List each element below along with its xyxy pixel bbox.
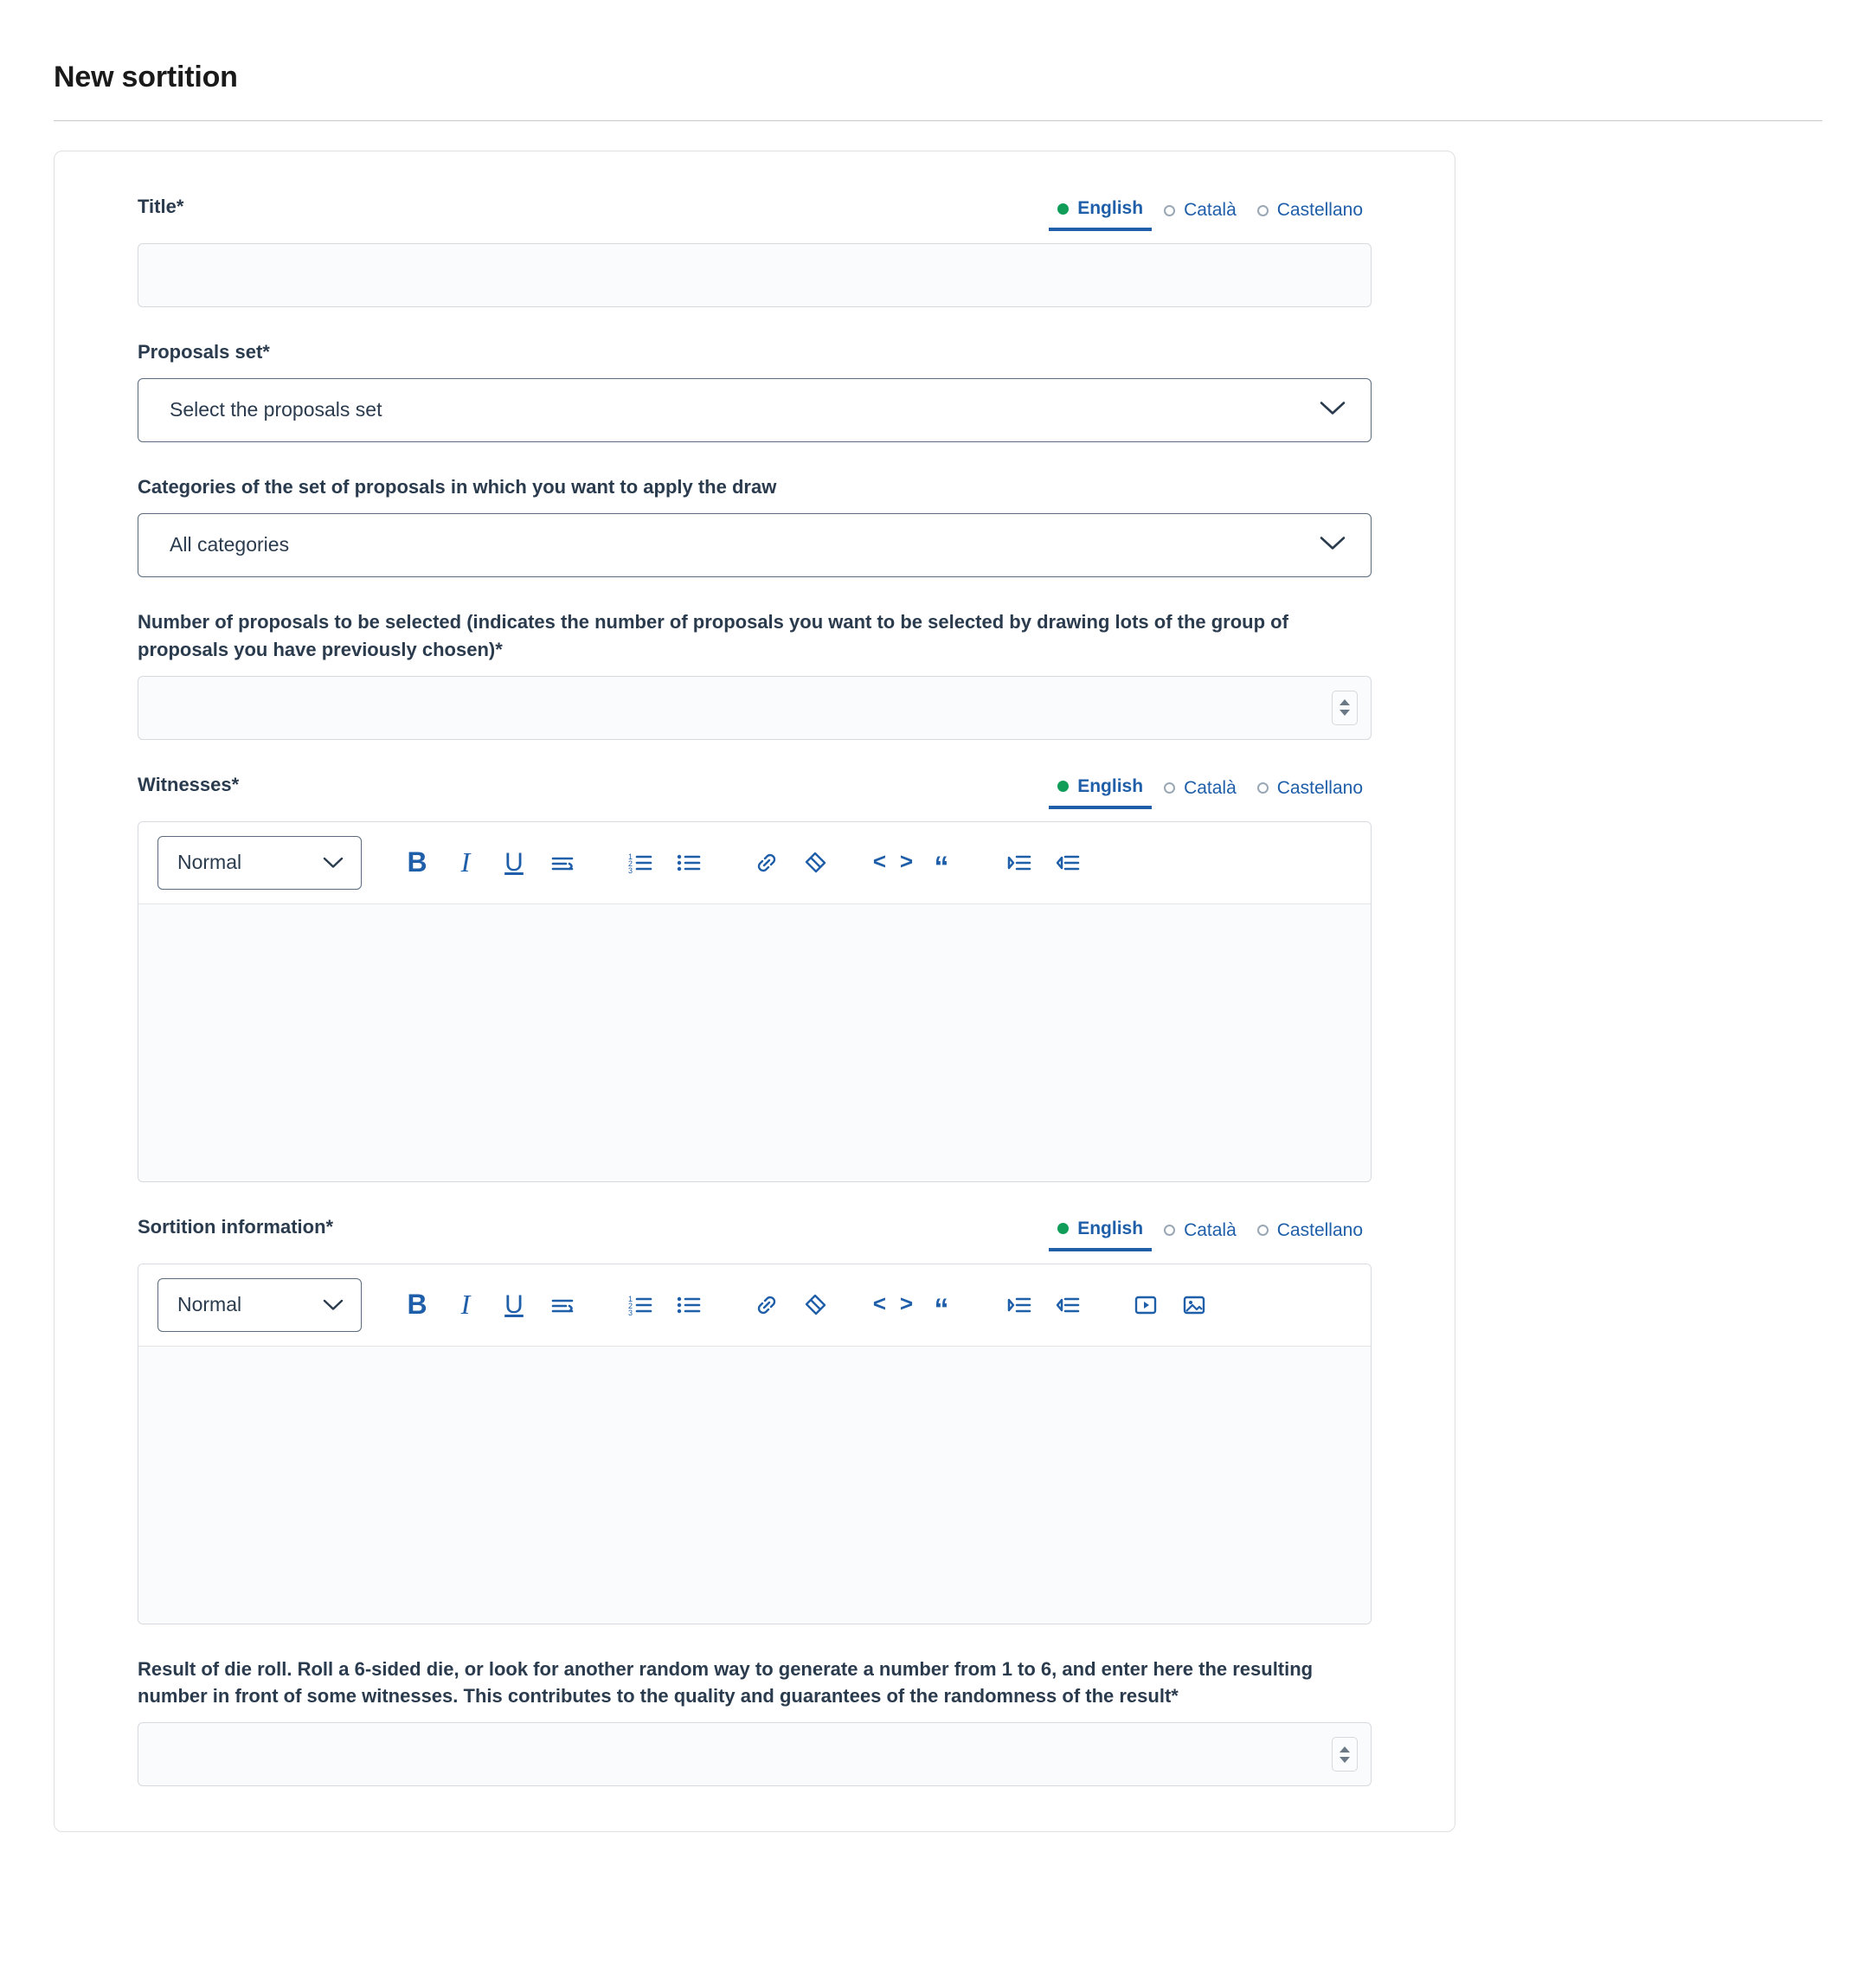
image-icon[interactable] [1170, 1281, 1218, 1329]
sortition-information-format-select[interactable] [157, 1278, 362, 1332]
stepper-up-icon[interactable] [1340, 699, 1350, 705]
underline-icon[interactable]: U [504, 847, 524, 877]
radio-dot-icon [1057, 203, 1069, 215]
witnesses-link-group [742, 839, 839, 887]
code-icon[interactable]: < > [872, 849, 914, 876]
proposals-set-selected-value: Select the proposals set [170, 398, 382, 421]
lang-tab-label: Castellano [1276, 200, 1363, 220]
sortition-information-editor-toolbar [138, 1264, 1371, 1347]
chevron-down-icon [323, 1293, 344, 1316]
proposals-set-label: Proposals set* [138, 341, 270, 363]
categories-selected-value: All categories [170, 533, 290, 556]
sortition-information-code-group [869, 1281, 966, 1329]
italic-icon[interactable]: I [460, 1289, 471, 1321]
lang-tab-catala-witnesses[interactable] [1155, 775, 1245, 807]
svg-text:2: 2 [628, 859, 633, 868]
sortition-form-card [54, 151, 1455, 1832]
sortition-information-language-tabs [1049, 1213, 1372, 1251]
lang-tab-castellano-sortition-information[interactable] [1249, 1217, 1372, 1250]
field-categories [138, 473, 1372, 577]
unordered-list-icon[interactable] [665, 1281, 713, 1329]
witnesses-basic-format-group [393, 839, 587, 887]
svg-text:1: 1 [628, 852, 633, 861]
witnesses-editor-toolbar [138, 822, 1371, 904]
lang-tab-catala-title[interactable] [1155, 196, 1245, 229]
lang-tab-english-witnesses[interactable] [1049, 773, 1152, 809]
sortition-information-editor [138, 1264, 1372, 1624]
title-input[interactable] [138, 243, 1372, 307]
bold-icon[interactable]: B [407, 1289, 427, 1321]
radio-dot-icon [1164, 782, 1175, 794]
title-divider [54, 120, 1822, 121]
lang-tab-label: Castellano [1276, 1219, 1363, 1240]
code-icon[interactable]: < > [872, 1291, 914, 1318]
lang-tab-castellano-title[interactable] [1249, 196, 1372, 229]
stepper-down-icon[interactable] [1340, 710, 1350, 716]
categories-label: Categories of the set of proposals in which you want to apply the draw [138, 475, 777, 498]
radio-dot-icon [1257, 1225, 1269, 1236]
svg-text:3: 3 [628, 1308, 633, 1317]
lang-tab-english-title[interactable] [1049, 195, 1152, 231]
sortition-information-list-group [616, 1281, 713, 1329]
format-select-value: Normal [177, 851, 242, 874]
erase-format-icon[interactable] [791, 1281, 839, 1329]
radio-dot-icon [1257, 782, 1269, 794]
number-of-proposals-stepper[interactable] [1332, 691, 1358, 725]
page-title: New sortition [54, 61, 238, 93]
field-title [138, 193, 1372, 307]
field-witnesses [138, 771, 1372, 1182]
number-of-proposals-input[interactable] [138, 676, 1372, 740]
lang-tab-label: English [1077, 198, 1144, 218]
witnesses-label: Witnesses* [138, 773, 240, 795]
witnesses-code-group [869, 839, 966, 887]
italic-icon[interactable]: I [460, 846, 471, 878]
witnesses-list-group [616, 839, 713, 887]
stepper-up-icon[interactable] [1340, 1746, 1350, 1753]
die-roll-stepper[interactable] [1332, 1737, 1358, 1772]
witnesses-label-row [138, 771, 1372, 809]
strikethrough-icon[interactable] [538, 1281, 587, 1329]
witnesses-editor-body[interactable] [138, 904, 1371, 1181]
outdent-icon[interactable] [1044, 1281, 1092, 1329]
lang-tab-castellano-witnesses[interactable] [1249, 775, 1372, 807]
sortition-information-link-group [742, 1281, 839, 1329]
lang-tab-catala-sortition-information[interactable] [1155, 1217, 1245, 1250]
svg-text:2: 2 [628, 1301, 633, 1310]
witnesses-editor [138, 821, 1372, 1182]
outdent-icon[interactable] [1044, 839, 1092, 887]
sortition-information-editor-body[interactable] [138, 1347, 1371, 1624]
video-icon[interactable] [1121, 1281, 1170, 1329]
lang-tab-label: Català [1184, 200, 1237, 220]
sortition-information-indent-group [995, 1281, 1092, 1329]
field-proposals-set [138, 338, 1372, 442]
blockquote-icon[interactable]: “ [934, 851, 949, 884]
link-icon[interactable] [742, 1281, 791, 1329]
lang-tab-label: English [1077, 1218, 1144, 1238]
erase-format-icon[interactable] [791, 839, 839, 887]
stepper-down-icon[interactable] [1340, 1757, 1350, 1763]
unordered-list-icon[interactable] [665, 839, 713, 887]
ordered-list-icon[interactable] [616, 839, 665, 887]
chevron-down-icon [323, 851, 344, 874]
sortition-information-basic-format-group [393, 1281, 587, 1329]
witnesses-indent-group [995, 839, 1092, 887]
field-sortition-information [138, 1213, 1372, 1624]
field-number-of-proposals [138, 608, 1372, 740]
page-bottom-spacer [54, 1832, 1822, 1936]
radio-dot-icon [1164, 1225, 1175, 1236]
die-roll-label: Result of die roll. Roll a 6-sided die, or look for another random way to generate a number from 1 to 6, and enter here the resulting number in front of some witnesses. This contributes to the quality and guarantees of the randomness of the result* [138, 1657, 1314, 1708]
title-label-row [138, 193, 1372, 231]
die-roll-wrap [138, 1722, 1372, 1786]
field-die-roll [138, 1656, 1372, 1787]
witnesses-language-tabs [1049, 771, 1372, 809]
lang-tab-label: English [1077, 775, 1144, 796]
svg-text:3: 3 [628, 865, 633, 875]
strikethrough-icon[interactable] [538, 839, 587, 887]
radio-dot-icon [1057, 1223, 1069, 1234]
lang-tab-label: Castellano [1276, 777, 1363, 798]
lang-tab-label: Català [1184, 1219, 1237, 1240]
number-of-proposals-label: Number of proposals to be selected (indicates the number of proposals you want to be selected by drawing lots of the group of proposals you have previously chosen)* [138, 610, 1288, 660]
title-label: Title* [138, 196, 184, 217]
indent-icon[interactable] [995, 1281, 1044, 1329]
sortition-information-media-group [1121, 1281, 1218, 1329]
radio-dot-icon [1257, 205, 1269, 216]
bold-icon[interactable]: B [407, 846, 427, 878]
proposals-set-select-wrap [138, 378, 1372, 442]
link-icon[interactable] [742, 839, 791, 887]
format-select-value: Normal [177, 1293, 242, 1316]
categories-select-wrap [138, 513, 1372, 577]
title-language-tabs [1049, 193, 1372, 231]
blockquote-icon[interactable]: “ [934, 1293, 949, 1327]
radio-dot-icon [1164, 205, 1175, 216]
lang-tab-label: Català [1184, 777, 1237, 798]
radio-dot-icon [1057, 781, 1069, 792]
indent-icon[interactable] [995, 839, 1044, 887]
ordered-list-icon[interactable] [616, 1281, 665, 1329]
sortition-information-label: Sortition information* [138, 1215, 334, 1238]
categories-select[interactable] [138, 513, 1372, 577]
die-roll-input[interactable] [138, 1722, 1372, 1786]
svg-text:1: 1 [628, 1294, 633, 1303]
underline-icon[interactable]: U [504, 1289, 524, 1319]
number-of-proposals-wrap [138, 676, 1372, 740]
witnesses-format-select[interactable] [157, 836, 362, 890]
sortition-information-label-row [138, 1213, 1372, 1251]
proposals-set-select[interactable] [138, 378, 1372, 442]
lang-tab-english-sortition-information[interactable] [1049, 1215, 1152, 1251]
